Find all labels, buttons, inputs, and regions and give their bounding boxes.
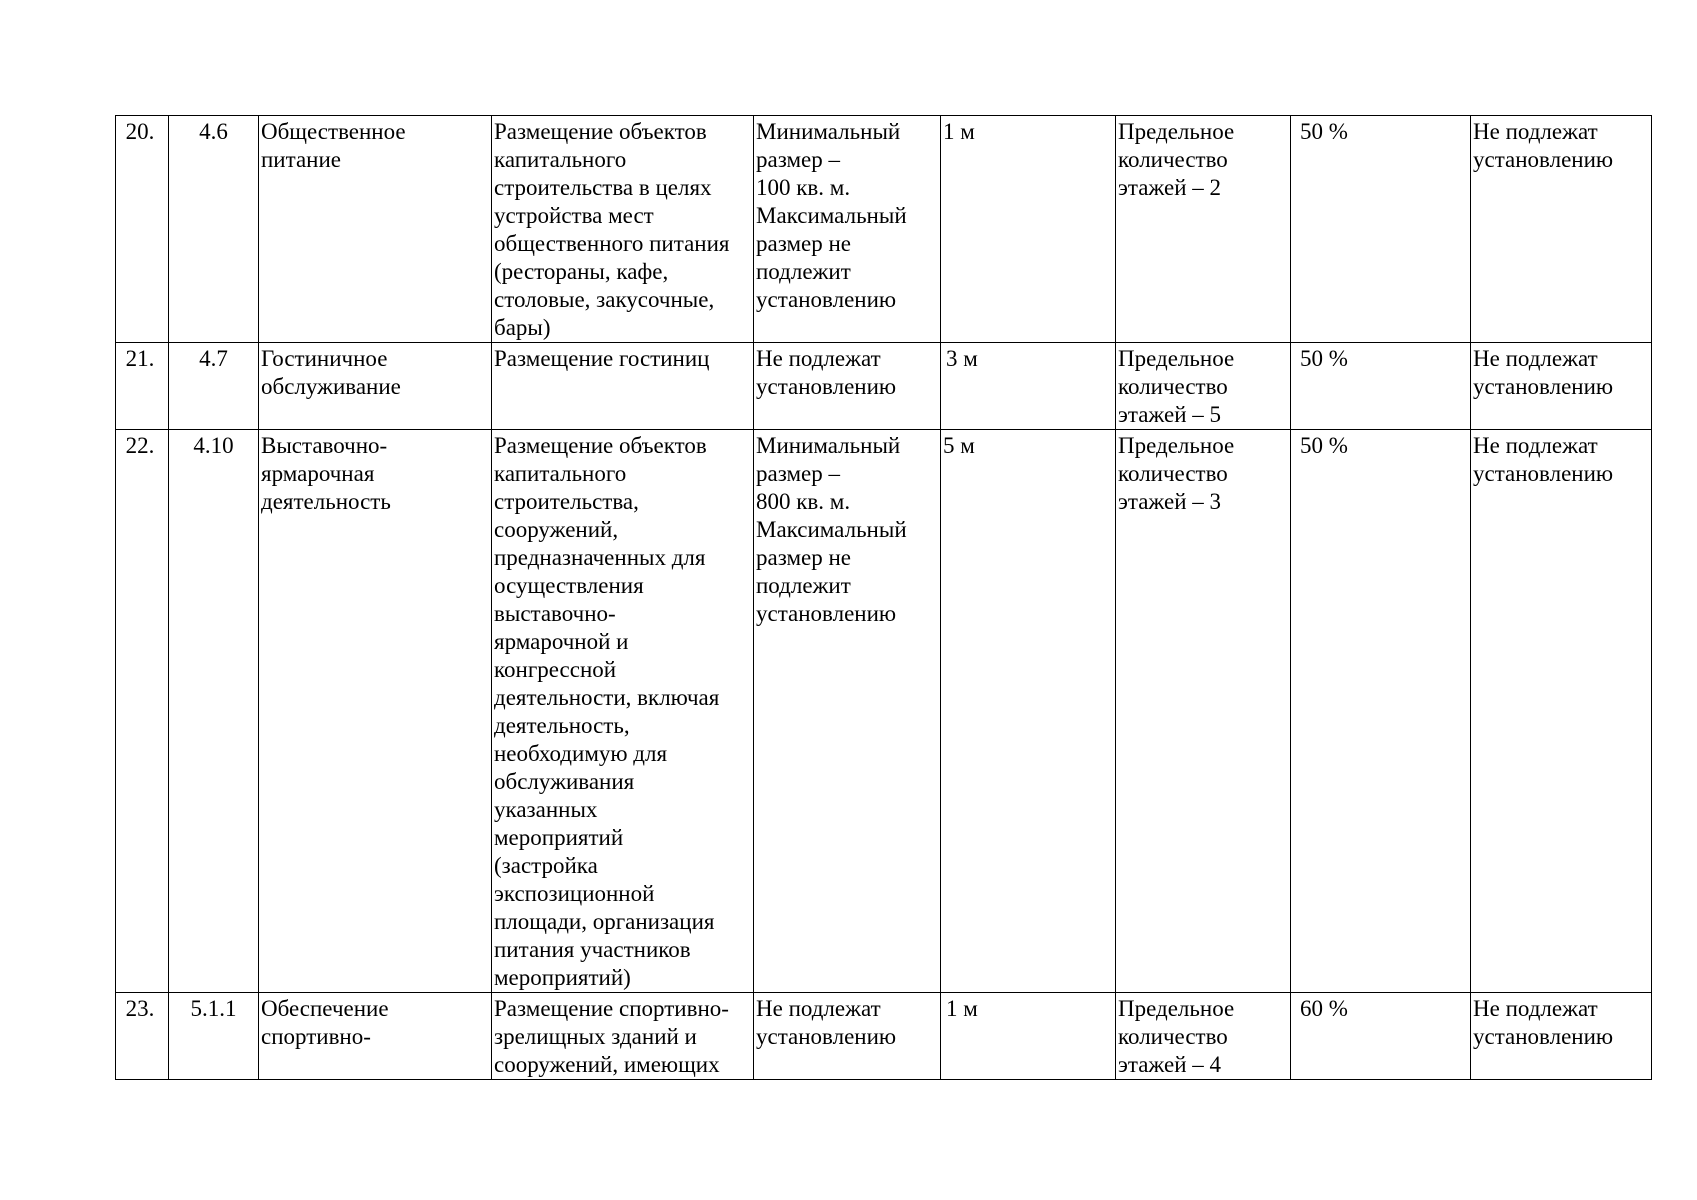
setback: 1 м [941, 116, 1116, 343]
plot-size: Минимальный размер – 800 кв. м. Максимальный размер не подлежит установлению [754, 430, 941, 993]
setback: 3 м [941, 343, 1116, 430]
coverage-percent: 50 % [1291, 430, 1471, 993]
other-parameters: Не подлежат установлению [1471, 343, 1652, 430]
coverage-percent: 50 % [1291, 343, 1471, 430]
use-description: Размещение гостиниц [492, 343, 754, 430]
table-row [116, 116, 1652, 343]
use-description: Размещение спортивно- зрелищных зданий и сооружений, имеющих [492, 993, 754, 1080]
table-row [116, 343, 1652, 430]
plot-size: Не подлежат установлению [754, 993, 941, 1080]
table-row [116, 430, 1652, 993]
other-parameters: Не подлежат установлению [1471, 993, 1652, 1080]
floors-limit: Предельное количество этажей – 2 [1116, 116, 1291, 343]
row-number: 21. [116, 343, 169, 430]
setback: 5 м [941, 430, 1116, 993]
plot-size: Минимальный размер – 100 кв. м. Максимальный размер не подлежит установлению [754, 116, 941, 343]
coverage-percent: 50 % [1291, 116, 1471, 343]
setback: 1 м [941, 993, 1116, 1080]
use-code: 5.1.1 [169, 993, 259, 1080]
use-name: Обеспечение спортивно- [259, 993, 492, 1080]
floors-limit: Предельное количество этажей – 5 [1116, 343, 1291, 430]
use-name: Выставочно- ярмарочная деятельность [259, 430, 492, 993]
row-number: 22. [116, 430, 169, 993]
table-row [116, 993, 1652, 1080]
use-code: 4.10 [169, 430, 259, 993]
other-parameters: Не подлежат установлению [1471, 116, 1652, 343]
row-number: 20. [116, 116, 169, 343]
zoning-parameters-table [115, 115, 1652, 1080]
coverage-percent: 60 % [1291, 993, 1471, 1080]
use-code: 4.6 [169, 116, 259, 343]
row-number: 23. [116, 993, 169, 1080]
use-code: 4.7 [169, 343, 259, 430]
use-name: Гостиничное обслуживание [259, 343, 492, 430]
plot-size: Не подлежат установлению [754, 343, 941, 430]
other-parameters: Не подлежат установлению [1471, 430, 1652, 993]
floors-limit: Предельное количество этажей – 3 [1116, 430, 1291, 993]
use-description: Размещение объектов капитального строительства, сооружений, предназначенных для осуществления выставочно- ярмарочной и конгрессной деятельности, включая деятельность, необходимую для обслуживания указанных мероприятий (застройка экспозиционной площади, организация питания участников мероприятий) [492, 430, 754, 993]
floors-limit: Предельное количество этажей – 4 [1116, 993, 1291, 1080]
use-name: Общественное питание [259, 116, 492, 343]
use-description: Размещение объектов капитального строительства в целях устройства мест общественного питания (рестораны, кафе, столовые, закусочные, бары) [492, 116, 754, 343]
